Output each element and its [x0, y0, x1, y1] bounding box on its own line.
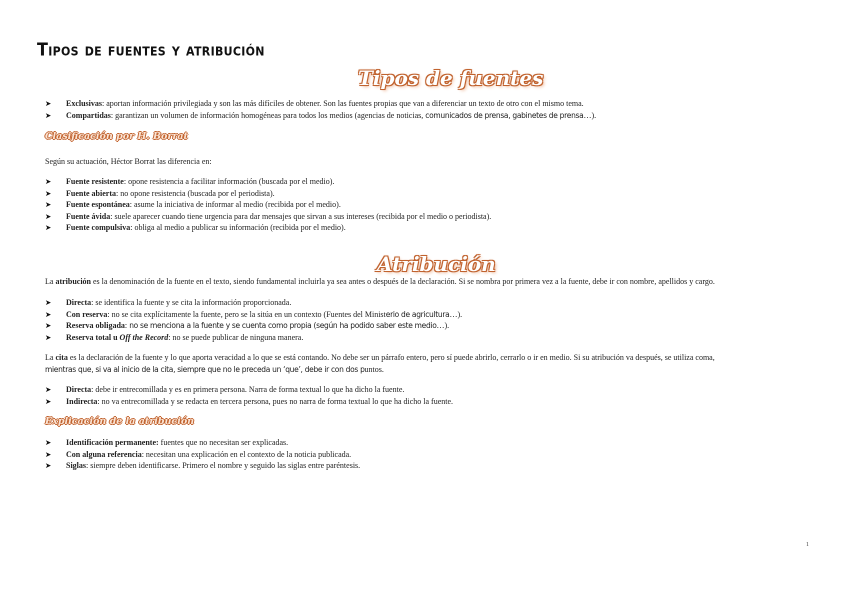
- subheading-borrat: Clasificación por H. Borrat: [45, 131, 188, 142]
- definition: : aportan información privilegiada y son las más difíciles de obtener. Son las fuentes propias que van a diferenciar un texto de otro con el mismo tema.: [102, 99, 584, 108]
- term: Directa: [66, 298, 92, 307]
- term: Fuente espontánea: [66, 200, 130, 210]
- term: Fuente resistente: [66, 177, 124, 186]
- list-item: [45, 332, 805, 344]
- text-run: untos.: [364, 364, 384, 374]
- page-number: 1: [806, 542, 809, 548]
- cita-paragraph: [45, 352, 810, 375]
- arrow-bullet-icon: ➤: [45, 309, 52, 319]
- term: Con alguna referencia: [66, 449, 142, 459]
- definition: : no opone resistencia (buscada por el periodista).: [116, 188, 275, 198]
- arrow-bullet-icon: ➤: [45, 449, 52, 459]
- arrow-bullet-icon: ➤: [45, 99, 52, 108]
- text-run: La: [45, 277, 56, 286]
- list-item: [45, 110, 805, 122]
- list-item: [45, 176, 805, 188]
- section-heading-atribucion: Atribución: [377, 252, 496, 276]
- list-item: [45, 297, 805, 309]
- term: Exclusivas: [66, 99, 103, 108]
- term: Fuente ávida: [66, 211, 111, 221]
- arrow-bullet-icon: ➤: [45, 177, 52, 186]
- handwritten-text: mientras que, si va al inicio de la cita, siempre que no le preceda un ‘que’, debe ir con dos p: [45, 364, 365, 374]
- list-item: [45, 98, 805, 110]
- arrow-bullet-icon: ➤: [45, 188, 52, 198]
- handwritten-text: erio de agricultura: [385, 309, 450, 319]
- arrow-bullet-icon: ➤: [45, 438, 52, 447]
- list-item: [45, 188, 805, 200]
- arrow-bullet-icon: ➤: [45, 321, 52, 331]
- arrow-bullet-icon: ➤: [45, 223, 52, 233]
- definition: : asume la iniciativa de informar al medio (recibida por el medio).: [129, 200, 341, 210]
- definition-tail: …).: [583, 110, 597, 120]
- arrow-bullet-icon: ➤: [45, 461, 52, 471]
- definition: : garantizan un volumen de información homogéneas para todos los medios (agencias de noticias,: [110, 110, 426, 120]
- list-item: [45, 211, 805, 223]
- term: Con reserva: [66, 309, 108, 319]
- term: Identificación permanente:: [66, 438, 159, 447]
- handwritten-text: no se menciona a la fuente y se cuenta como propia (según ha podido saber este medio: [127, 321, 437, 331]
- definition: : siempre deben identificarse. Primero el nombre y seguido las siglas entre paréntesis.: [86, 461, 361, 471]
- arrow-bullet-icon: ➤: [45, 200, 52, 210]
- term: Compartidas: [66, 110, 111, 120]
- definition: : suele aparecer cuando tiene urgencia para dar mensajes que sirvan a sus intereses (recibida por el medio o periodista).: [110, 211, 492, 221]
- term: Fuente compulsiva: [66, 223, 131, 233]
- term: Indirecta: [66, 396, 98, 406]
- definition: : opone resistencia a facilitar información (buscada por el medio).: [123, 177, 335, 186]
- list-item: [45, 460, 805, 472]
- term: Reserva total u: [66, 332, 120, 342]
- cita-list: [45, 384, 805, 407]
- definition: : debe ir entrecomillada y es en primera persona. Narra de forma textual lo que ha dicho la fuente.: [91, 385, 405, 394]
- list-item: [45, 199, 805, 211]
- list-item: [45, 320, 805, 332]
- arrow-bullet-icon: ➤: [45, 298, 52, 307]
- term-italic: Off the Record: [119, 332, 169, 342]
- term: Directa: [66, 385, 92, 394]
- definition: : no se cita explícitamente la fuente, pero se la sitúa en un contexto (Fuentes del Minist: [107, 309, 386, 319]
- page-title: Tipos de fuentes y atribución: [37, 39, 265, 60]
- list-item: [45, 309, 805, 321]
- section-heading-tipos: Tipos de fuentes: [358, 66, 544, 90]
- definition: :: [124, 321, 128, 331]
- list-item: [45, 222, 805, 234]
- term: cita: [55, 353, 68, 362]
- list-item: [45, 437, 805, 449]
- arrow-bullet-icon: ➤: [45, 211, 52, 221]
- definition: fuentes que no necesitan ser explicadas.: [158, 438, 289, 447]
- atribucion-paragraph: [45, 276, 810, 288]
- arrow-bullet-icon: ➤: [45, 385, 52, 394]
- handwritten-text: comunicados de prensa, gabinetes de prensa: [425, 110, 584, 120]
- borrat-list: [45, 176, 805, 234]
- tipos-list: [45, 98, 805, 121]
- term: Fuente abierta: [66, 188, 116, 198]
- text-run: es la denominación de la fuente en el texto, siendo fundamental incluirla ya sea antes o después de la declaración. Si se nombra por primera vez a la fuente, debe ir con nombre, apellidos y cargo.: [91, 277, 715, 286]
- text-run: La: [45, 353, 56, 362]
- definition: : se identifica la fuente y se cita la información proporcionada.: [91, 298, 292, 307]
- definition: : necesitan una explicación en el contexto de la noticia publicada.: [141, 449, 352, 459]
- list-item: [45, 396, 805, 408]
- explicacion-list: [45, 437, 805, 472]
- definition: : no va entrecomillada y se redacta en tercera persona, pues no narra de forma textual lo que ha dicho la fuente.: [97, 396, 454, 406]
- term: atribución: [55, 277, 91, 286]
- list-item: [45, 384, 805, 396]
- term: Reserva obligada: [66, 321, 125, 331]
- atribucion-types-list: [45, 297, 805, 343]
- arrow-bullet-icon: ➤: [45, 110, 52, 120]
- subheading-explicacion: Explicación de la atribución: [45, 416, 195, 427]
- text-run: es la declaración de la fuente y lo que aporta veracidad a lo que se está contando. No debe ser un párrafo entero, pero sí puede abrirlo, cerrarlo o ir en medio. Si su atribución va después, se utiliza coma,: [67, 353, 715, 362]
- definition: : obliga al medio a publicar su información (recibida por el medio).: [130, 223, 346, 233]
- definition-tail: …).: [436, 321, 450, 331]
- term: Siglas: [66, 461, 87, 471]
- definition: : no se puede publicar de ninguna manera.: [168, 332, 304, 342]
- arrow-bullet-icon: ➤: [45, 332, 52, 342]
- list-item: [45, 449, 805, 461]
- arrow-bullet-icon: ➤: [45, 396, 52, 406]
- definition-tail: …).: [449, 309, 463, 319]
- borrat-intro: Según su actuación, Héctor Borrat las diferencia en:: [45, 157, 212, 166]
